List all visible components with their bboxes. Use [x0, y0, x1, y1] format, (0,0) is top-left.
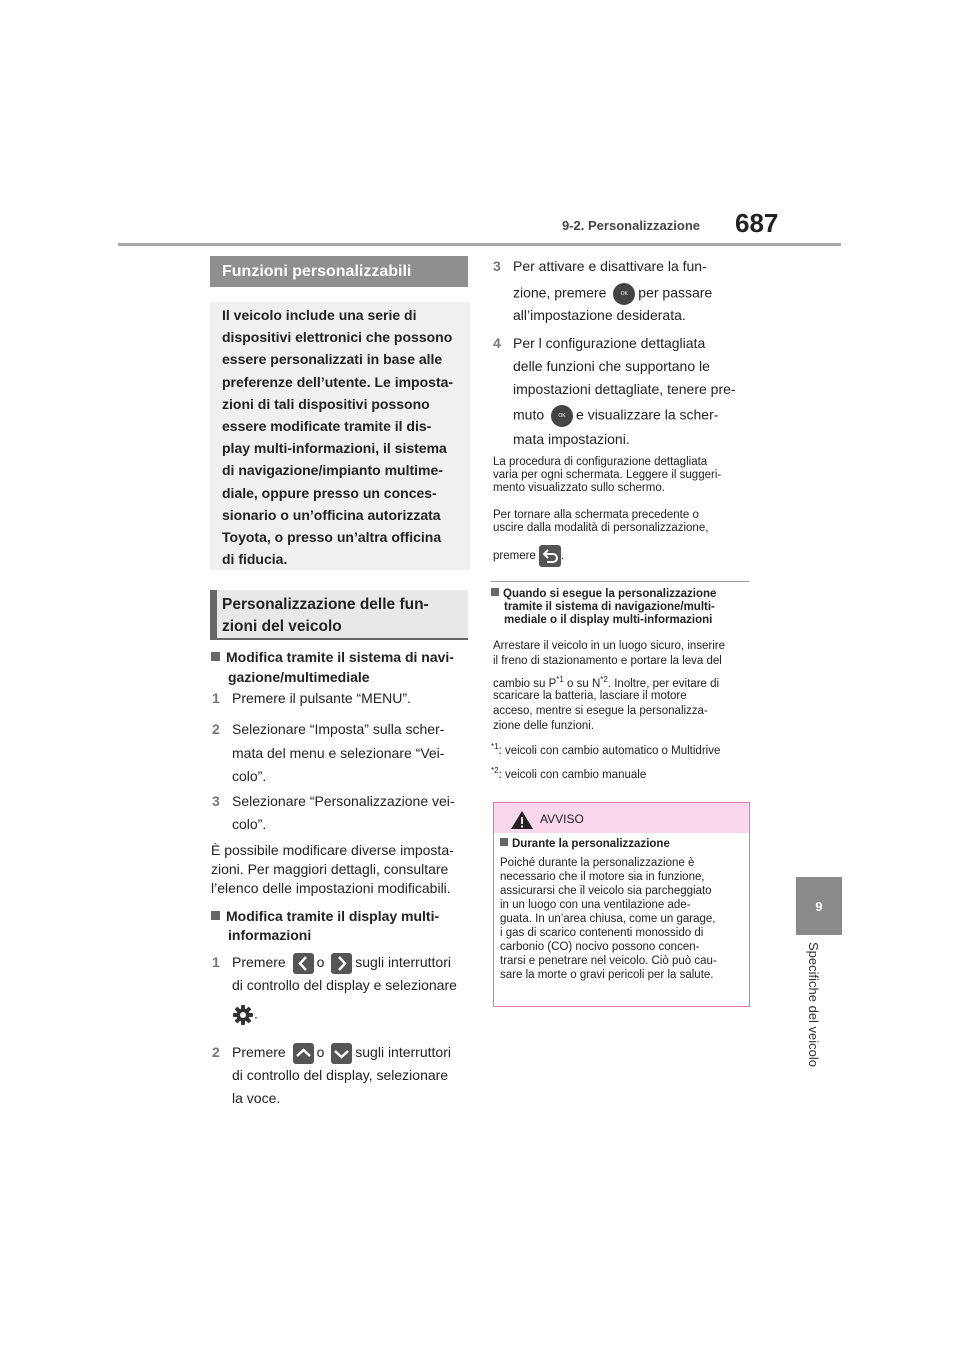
- intro-line: essere modificate tramite il dis-: [222, 418, 432, 435]
- body-text: cambio su P: [493, 677, 557, 690]
- step-item: [232, 1004, 258, 1026]
- step-number: 1: [212, 954, 220, 971]
- intro-box: [210, 302, 470, 570]
- step-text: di controllo del display, selezionare: [232, 1067, 449, 1083]
- paragraph-line: È possibile modificare diverse imposta-: [211, 842, 454, 858]
- warning-header: [494, 803, 749, 833]
- step-text: o: [316, 954, 325, 971]
- footnote-text: : veicoli con cambio manuale: [498, 768, 647, 781]
- heading-line: Personalizzazione delle fun-: [222, 596, 429, 613]
- back-icon: [539, 545, 561, 567]
- intro-line: preferenze dell’utente. Le imposta-: [222, 373, 454, 390]
- body-text: o su N: [563, 677, 601, 690]
- paragraph-line: l’elenco delle impostazioni modificabili.: [211, 880, 451, 896]
- warning-line: carbonio (CO) nocivo possono concen-: [500, 941, 700, 953]
- note-line: uscire dalla modalità di personalizzazione,: [493, 522, 709, 534]
- step-text: di controllo del display e selezionare: [232, 977, 457, 993]
- step-text: colo”.: [232, 768, 267, 784]
- chevron-left-icon: [293, 953, 314, 974]
- warning-line: guata. In un’area chiusa, come un garage,: [500, 913, 716, 925]
- note-line: Per tornare alla schermata precedente o: [493, 509, 699, 521]
- step-text: Per attivare e disattivare la fun-: [513, 258, 707, 274]
- note-line: [493, 545, 564, 567]
- body-line: Arrestare il veicolo in un luogo sicuro, inserire: [493, 640, 726, 652]
- warning-subheading-text: Durante la personalizzazione: [512, 838, 670, 850]
- heading-personalizzazione: [210, 590, 468, 640]
- warning-box: [493, 802, 750, 1007]
- chevron-up-icon: [293, 1043, 314, 1064]
- step-number: 2: [212, 721, 220, 737]
- intro-line: play multi-informazioni, il sistema: [222, 440, 447, 457]
- subheading-display: [211, 908, 439, 924]
- footnote-ref: *1: [556, 675, 564, 684]
- step-item: [513, 405, 718, 427]
- warning-line: assicurarsi che il veicolo sia parcheggiato: [500, 885, 712, 897]
- step-text: impostazioni dettagliate, tenere pre-: [513, 381, 736, 397]
- step-item: [493, 258, 707, 274]
- body-line: [493, 673, 719, 691]
- step-item: [212, 690, 411, 706]
- step-text: la voce.: [232, 1090, 281, 1106]
- body-line: acceso, mentre si esegue la personalizza-: [493, 705, 708, 717]
- ok-button-icon: OK: [551, 405, 573, 427]
- intro-line: diale, oppure presso un conces-: [222, 484, 437, 501]
- square-bullet-icon: [500, 838, 508, 846]
- step-text: delle funzioni che supportano le: [513, 358, 710, 374]
- header-rule: [118, 243, 841, 246]
- step-text: zione, premere: [513, 284, 607, 301]
- subheading-text: Modifica tramite il display multi-: [226, 908, 440, 924]
- subheading-text: Quando si esegue la personalizzazione: [503, 588, 717, 600]
- page-number: 687: [735, 208, 779, 238]
- step-text: Premere: [232, 1044, 286, 1061]
- footnote-2: [491, 764, 646, 782]
- warning-line: trarsi e penetrare nel veicolo. Ciò può cau-: [500, 955, 717, 967]
- square-bullet-icon: [211, 911, 220, 920]
- step-text: colo”.: [232, 816, 267, 832]
- ok-button-icon: OK: [613, 283, 635, 305]
- subheading-line: mediale o il display multi-informazioni: [504, 614, 713, 626]
- intro-line: Toyota, o presso un’altra officina: [222, 529, 442, 546]
- step-text: all’impostazione desiderata.: [513, 307, 686, 323]
- step-text: Selezionare “Personalizzazione vei-: [232, 793, 455, 809]
- step-number: 1: [212, 690, 220, 706]
- step-number: 3: [493, 258, 501, 274]
- footnote-1: [491, 740, 720, 758]
- step-text: Per l configurazione dettagliata: [513, 335, 706, 351]
- warning-line: in un luogo con una ventilazione ade-: [500, 899, 691, 911]
- intro-line: Il veicolo include una serie di: [222, 307, 417, 323]
- note-line: mento visualizzato sullo schermo.: [493, 482, 665, 494]
- warning-line: necessario che il motore sia in funzione,: [500, 871, 705, 883]
- step-text: e visualizzare la scher-: [576, 406, 719, 423]
- intro-line: essere personalizzati in base alle: [222, 351, 443, 368]
- step-text: o: [316, 1044, 325, 1061]
- step-text: sugli interruttori: [355, 1044, 451, 1061]
- step-text: sugli interruttori: [355, 954, 451, 971]
- step-number: 3: [212, 793, 220, 809]
- body-text: . Inoltre, per evitare di: [607, 677, 720, 690]
- section-rule: [491, 581, 749, 582]
- subheading-quando: [491, 588, 716, 601]
- warning-line: sare la morte o gravi pericoli per la salute.: [500, 969, 714, 981]
- footnote-mark: *2: [491, 766, 499, 775]
- section-title: 9-2. Personalizzazione: [562, 218, 700, 233]
- step-item: [212, 953, 451, 974]
- square-bullet-icon: [211, 652, 220, 661]
- chevron-right-icon: [331, 953, 352, 974]
- gear-icon: [232, 1004, 254, 1026]
- warning-title: AVVISO: [540, 812, 584, 826]
- step-text: Premere il pulsante “MENU”.: [232, 690, 411, 706]
- intro-line: zioni di tali dispositivi possono: [222, 395, 430, 412]
- note-line: La procedura di configurazione dettagliata: [493, 456, 708, 468]
- warning-icon: [510, 810, 534, 830]
- heading-funzioni: Funzioni personalizzabili: [210, 256, 468, 287]
- heading-line: zioni del veicolo: [222, 618, 342, 635]
- subheading-line: gazione/multimediale: [228, 669, 370, 685]
- square-bullet-icon: [491, 588, 499, 596]
- step-item: [513, 283, 712, 305]
- subheading-text: Modifica tramite il sistema di navi-: [226, 649, 454, 665]
- body-line: il freno di stazionamento e portare la leva del: [493, 655, 722, 667]
- step-text: Premere: [232, 954, 286, 971]
- body-line: zione delle funzioni.: [493, 720, 595, 732]
- step-text: mata del menu e selezionare “Vei-: [232, 745, 445, 761]
- chapter-title: Specifiche del veicolo: [806, 942, 821, 1068]
- step-item: [493, 335, 705, 351]
- step-text: muto: [513, 406, 545, 423]
- intro-line: di fiducia.: [222, 551, 288, 568]
- footnote-text: : veicoli con cambio automatico o Multidrive: [498, 744, 721, 757]
- intro-line: dispositivi elettronici che possono: [222, 329, 453, 346]
- subheading-navigation: [211, 649, 454, 665]
- body-line: scaricare la batteria, lasciare il motore: [493, 690, 687, 702]
- subheading-line: tramite il sistema di navigazione/multi-: [504, 601, 715, 613]
- step-text: per passare: [638, 284, 713, 301]
- step-item: [212, 721, 444, 737]
- chevron-down-icon: [331, 1043, 352, 1064]
- step-item: [212, 793, 455, 809]
- step-number: 4: [493, 335, 501, 351]
- note-line: varia per ogni schermata. Leggere il suggeri-: [493, 469, 722, 481]
- paragraph-line: zioni. Per maggiori dettagli, consultare: [211, 861, 449, 877]
- warning-line: Poiché durante la personalizzazione è: [500, 857, 695, 869]
- note-text: .: [561, 550, 565, 563]
- intro-line: di navigazione/impianto multime-: [222, 462, 443, 479]
- warning-line: i gas di scarico contenenti monossido di: [500, 927, 704, 939]
- warning-subheading: [500, 838, 670, 851]
- chapter-tab: 9: [796, 877, 842, 935]
- intro-line: sionario o un’officina autorizzata: [222, 506, 441, 523]
- footnote-mark: *1: [491, 742, 499, 751]
- footnote-ref: *2: [600, 675, 608, 684]
- step-text: mata impostazioni.: [513, 431, 630, 447]
- step-text: Selezionare “Imposta” sulla scher-: [232, 721, 445, 737]
- step-text: .: [254, 1005, 258, 1022]
- subheading-line: informazioni: [228, 927, 312, 943]
- step-item: [212, 1043, 451, 1064]
- step-number: 2: [212, 1044, 220, 1061]
- note-text: premere: [493, 550, 536, 563]
